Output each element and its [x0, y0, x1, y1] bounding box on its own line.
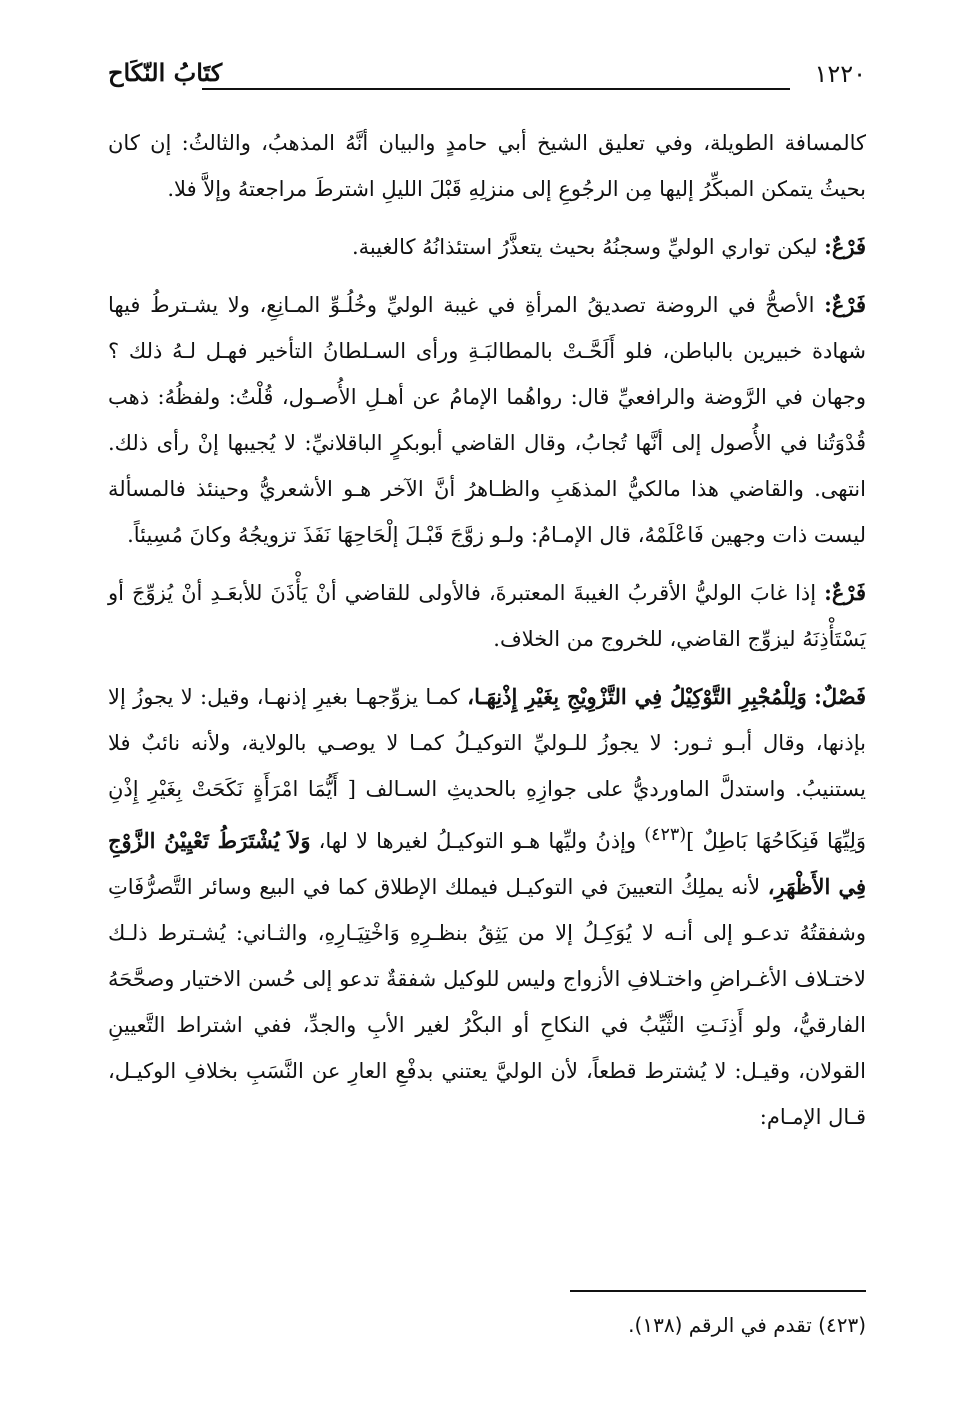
commentary-text: لأنه يملِكُ التعيينَ في التوكيـل فيملك الإطلاق كما في البيع وسائر التَّصرُّفَاتِ وشفقتُهُ تدعـو إلى أنـه لا يُوَكِـلُ إلا من يَثِقُ بنظـرِهِ وَاخْتِيَـارِهِ، والثـاني: يُشـترط ذلـك لاختـلاف الأغـراضِ واختـلافِ الأزواج وليس للوكيل شفقةٌ تدعو إلى حُسن الاختيار وصحَّحَهُ الفارقيُّ، ولو أَذِنَـتِ الثَّيِّبُ في النكاحِ أو البكْرُ لغير الأبِ والجدِّ، ففي اشتراط التَّعيينِ القولان، وقيـل: لا يُشترط قطعاً، لأن الوليَّ يعتني بدفْعِ العارِ عن النَّسَبِ بخلافِ الوكيـل، قـال الإمـام: [108, 875, 866, 1129]
paragraph-far-1 [108, 224, 866, 270]
far-heading: فَرْعٌ: [824, 234, 866, 259]
header-rule [202, 88, 790, 90]
page-header [108, 52, 866, 98]
paragraph-1 [108, 120, 866, 212]
paragraph-far-3 [108, 570, 866, 662]
footnote: (٤٢٣) تقدم في الرقم (١٣٨). [628, 1313, 866, 1337]
matn-text: وَلاَ يُشْتَرَطُ تَعْيِيْنُ الزَّوْجِ فِي الأَظْهَرِ، [108, 828, 866, 899]
paragraph-text: إذا غابَ الوليُّ الأقربُ الغيبةَ المعتبرةَ، فالأولى للقاضي أنْ يَأْذَنَ للأبعَـدِ أنْ يُزوِّجَ أو يَسْتَأْذِنَهُ ليزوِّج القاضي، للخروج من الخلاف. [108, 581, 866, 651]
paragraph-far-2 [108, 282, 866, 558]
page-number: ١٢٢٠ [814, 60, 866, 88]
footnote-separator [570, 1290, 866, 1292]
matn-text: وَلِلْمُجْبِرِ التَّوْكِيْلُ فِي التَّزْوِيْجِ بِغَيْرِ إِذْنِهَـا، [467, 684, 807, 709]
fasl-heading: فَصْلٌ: [814, 684, 866, 709]
far-heading: فَرْعٌ: [824, 292, 866, 317]
hadith-quote: [ أَيُّمَا امْرَأَةٍ نَكَحَتْ بِغَيْرِ إِذْنِ وَلِيِّهَا فَنِكَاحُهَا بَاطِلٌ ] [108, 777, 866, 853]
running-title: كتَابُ النّكَاح [108, 58, 223, 87]
paragraph-fasl [108, 674, 866, 1140]
page-body [108, 120, 866, 1152]
footnote-reference[interactable]: (٤٢٣) [644, 825, 687, 845]
commentary-text: وإذنُ وليِّها هـو التوكيـلُ لغيرها لا لها، [310, 829, 645, 853]
paragraph-text: الأصحُّ في الروضة تصديقُ المرأةِ في غيبة الوليِّ وخُلُـوِّ المـانِعِ، ولا يشـترطُ فيها شهادة خبيرين بالباطن، فلو أَلَحَّـتْ بالمطالبَـةِ ورأى السـلطانُ التأخير فهـل لـهُ ذلك ؟ وجهان في الرَّوضة والرافعيِّ قال: رواهُما الإمامُ عن أهـلِ الأُصـول، قُلْتُ: ولفظُهُ: ذهب قُدْوَتُنا في الأُصول إلى أنَّها تُجابُ، وقال القاضي أبوبكرٍ الباقلانيِّ: لا يُجيبها إنْ رأى ذلك. انتهى. والقاضي هذا مالكيُّ المذهَبِ والظـاهرُ أنَّ الآخر هـو الأشعريُّ وحينئذ فالمسألة ليست ذات وجهين فَاعْلَمْهُ، قال الإمـامُ: ولـو زوَّجَ قَبْـلَ إلْحَاحِهَا نَفَذَ تزويجُهُ وكانَ مُسِيئاً. [108, 293, 866, 547]
commentary-text: كمـا يزوِّجهـا بغيرِ إذنهـا، وقيل: لا يجوزُ إلا بإذنها، وقال أبـو ثـور: لا يجوزُ للـوليِّ التوكيـلُ كمـا لا يوصـي بالولاية، ولأنه نائبٌ فلا يستنيبُ. واستدلَّ الماورديُّ على جوازِهِ بالحديثِ السـالف [108, 685, 866, 801]
paragraph-text: ليكن تواري الوليِّ وسجنُهُ بحيث يتعذَّرُ استئذانُهُ كالغيبة. [351, 235, 825, 259]
far-heading: فَرْعٌ: [824, 580, 866, 605]
paragraph-text: كالمسافة الطويلة، وفي تعليق الشيخ أبي حامدٍ والبيان أنَّهُ المذهبُ، والثالثُ: إن كان بحيثُ يتمكن المبكِّرُ إليها مِن الرجُوعِ إلى منزلِهِ قَبْلَ الليلِ اشترطَ مراجعتهُ وإلاَّ فلا. [108, 131, 866, 201]
